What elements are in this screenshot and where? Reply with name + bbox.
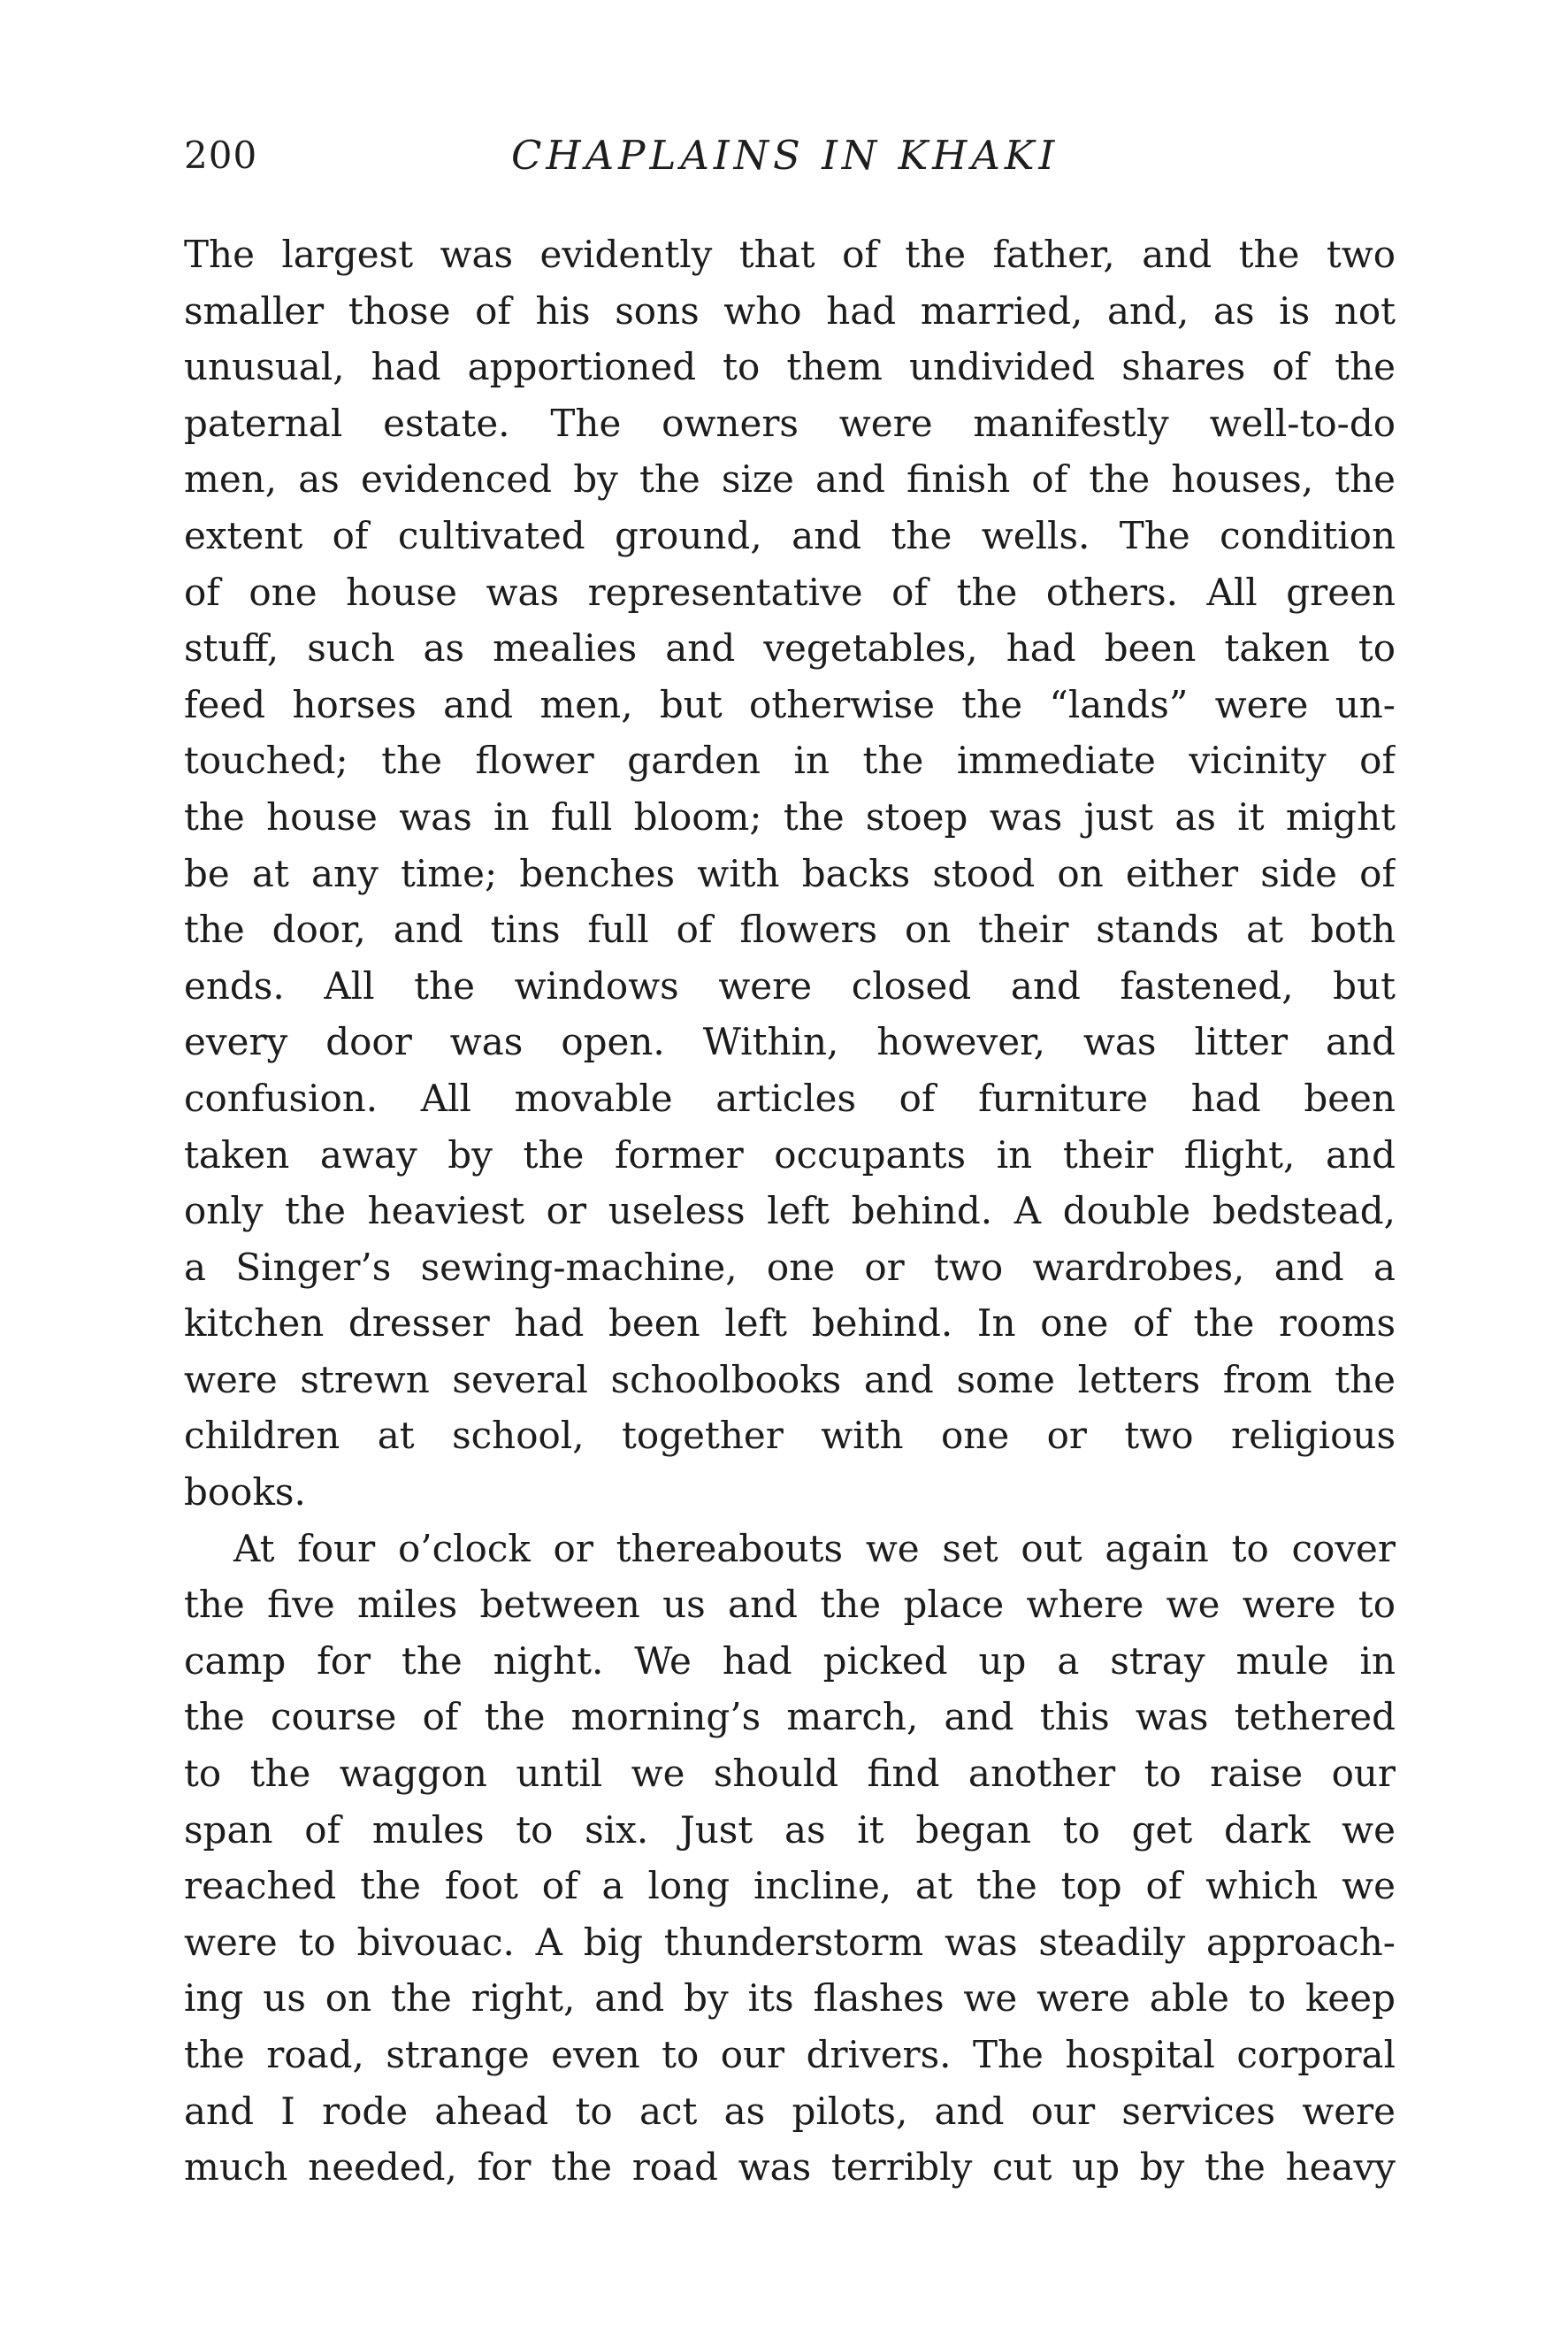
text-line: touched; the flower garden in the immediate vicinity of: [184, 739, 1396, 783]
text-line: the road, strange even to our drivers. The hospital corporal: [184, 2033, 1396, 2076]
text-line: only the heaviest or useless left behind. A double bedstead,: [184, 1189, 1396, 1233]
text-line: confusion. All movable articles of furniture had been: [184, 1076, 1396, 1120]
text-line: were to bivouac. A big thunderstorm was steadily approach-: [184, 1920, 1396, 1964]
text-line: a Singer’s sewing-machine, one or two wardrobes, and a: [184, 1245, 1396, 1289]
text-line: unusual, had apportioned to them undivided shares of the: [184, 345, 1396, 389]
paragraph-last-line: books.: [184, 1470, 306, 1515]
text-line: be at any time; benches with backs stood on either side of: [184, 851, 1396, 895]
text-line: extent of cultivated ground, and the wells. The condition: [184, 513, 1396, 557]
body-text: [184, 226, 1396, 2196]
text-line: ing us on the right, and by its flashes we were able to keep: [184, 1976, 1396, 2021]
text-line: feed horses and men, but otherwise the “lands” were un-: [184, 682, 1396, 726]
text-line: to the waggon until we should find another to raise our: [184, 1752, 1396, 1796]
text-line: the five miles between us and the place where we were to: [184, 1583, 1396, 1627]
text-line: were strewn several schoolbooks and some letters from the: [184, 1357, 1396, 1401]
text-line: children at school, together with one or two religious: [184, 1414, 1396, 1458]
text-line: stuff, such as mealies and vegetables, had been taken to: [184, 626, 1396, 671]
text-line: of one house was representative of the others. All green: [184, 570, 1396, 614]
text-line: paternal estate. The owners were manifestly well-to-do: [184, 401, 1396, 445]
text-line: taken away by the former occupants in their flight, and: [184, 1132, 1396, 1177]
text-line: the door, and tins full of flowers on their stands at both: [184, 908, 1396, 952]
text-line: reached the foot of a long incline, at the top of which we: [184, 1864, 1396, 1908]
text-line: much needed, for the road was terribly cut up by the heavy: [184, 2145, 1396, 2189]
text-line: kitchen dresser had been left behind. In one of the rooms: [184, 1301, 1396, 1346]
running-title: CHAPLAINS IN KHAKI: [511, 132, 1059, 179]
text-line: ends. All the windows were closed and fastened, but: [184, 963, 1396, 1008]
text-line: The largest was evidently that of the father, and the two: [184, 233, 1396, 276]
text-line: men, as evidenced by the size and finish of the houses, the: [184, 457, 1396, 502]
page-number: 200: [184, 134, 258, 177]
text-line: the house was in full bloom; the stoep was just as it might: [184, 794, 1396, 839]
running-head: [184, 124, 1396, 188]
text-line: span of mules to six. Just as it began to get dark we: [184, 1807, 1396, 1852]
text-line: the course of the morning’s march, and this was tethered: [184, 1695, 1396, 1739]
text-line: and I rode ahead to act as pilots, and our services were: [184, 2089, 1396, 2133]
text-line: smaller those of his sons who had married, and, as is not: [184, 288, 1396, 333]
text-line: every door was open. Within, however, was litter and: [184, 1020, 1396, 1064]
text-line: camp for the night. We had picked up a stray mule in: [184, 1638, 1396, 1683]
paragraph-first-line: At four o’clock or thereabouts we set out again to cover: [233, 1526, 1396, 1570]
